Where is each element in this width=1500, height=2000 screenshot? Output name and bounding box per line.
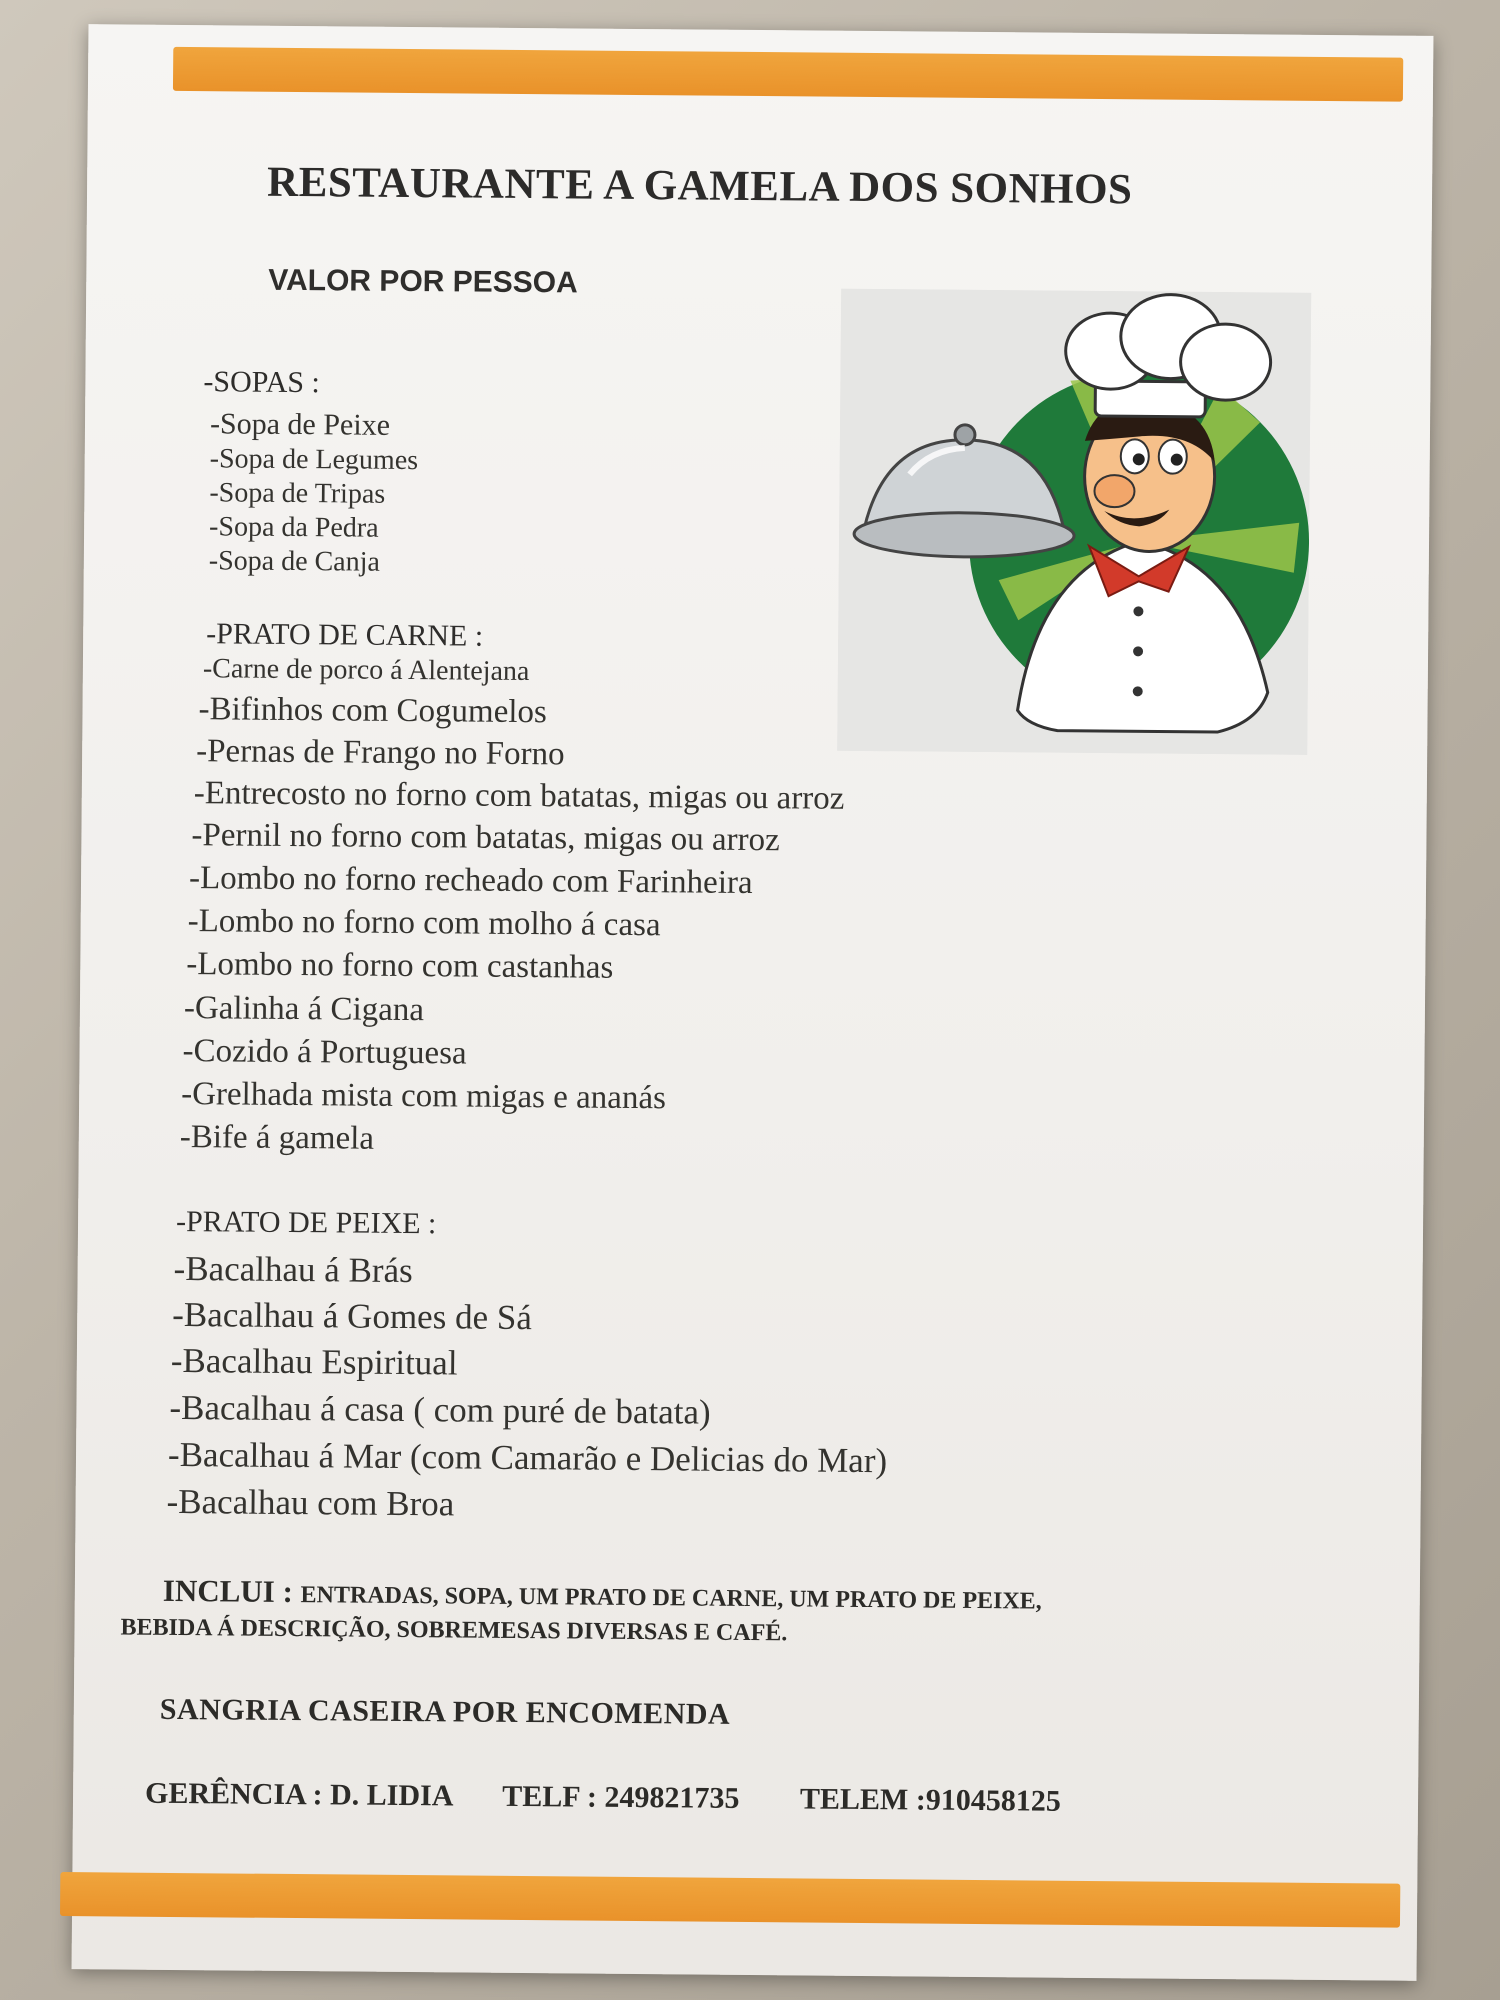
top-orange-bar <box>173 47 1403 102</box>
inclui-line <box>163 1573 1042 1617</box>
carne-item: -Carne de porco á Alentejana <box>202 653 530 688</box>
telf-number: TELF : 249821735 <box>502 1779 740 1815</box>
menu-sheet <box>72 24 1434 1981</box>
sopas-item: -Sopa de Peixe <box>209 407 391 442</box>
peixe-item: -Bacalhau á casa ( com puré de batata) <box>169 1387 711 1432</box>
sopas-item: -Sopa da Pedra <box>208 511 379 544</box>
peixe-item: -Bacalhau á Mar (com Camarão e Delicias do Mar) <box>167 1434 888 1481</box>
carne-item: -Galinha á Cigana <box>183 990 425 1029</box>
telem-number: TELEM :910458125 <box>799 1782 1061 1818</box>
peixe-item: -Bacalhau com Broa <box>166 1481 455 1524</box>
sopas-item: -Sopa de Tripas <box>209 477 386 510</box>
peixe-item: -Bacalhau Espiritual <box>170 1340 458 1383</box>
inclui-label: INCLUI : <box>162 1572 294 1610</box>
inclui-text: ENTRADAS, SOPA, UM PRATO DE CARNE, UM PRATO DE PEIXE, <box>300 1582 1042 1615</box>
contact-line <box>145 1777 1061 1819</box>
carne-item: -Pernil no forno com batatas, migas ou arroz <box>191 817 780 859</box>
carne-item: -Bifinhos com Cogumelos <box>198 691 548 731</box>
restaurant-title: RESTAURANTE A GAMELA DOS SONHOS <box>266 158 1133 214</box>
sangria-note: SANGRIA CASEIRA POR ENCOMENDA <box>159 1692 731 1731</box>
carne-heading: -PRATO DE CARNE : <box>206 617 484 653</box>
bottom-orange-bar <box>60 1872 1400 1928</box>
sopas-item: -Sopa de Legumes <box>209 443 419 477</box>
inclui-text-continued: BEBIDA Á DESCRIÇÃO, SOBREMESAS DIVERSAS E CAFÉ. <box>120 1614 788 1647</box>
peixe-item: -Bacalhau á Gomes de Sá <box>172 1294 533 1338</box>
carne-item: -Lombo no forno com molho á casa <box>187 903 661 944</box>
carne-item: -Lombo no forno recheado com Farinheira <box>188 860 753 901</box>
price-note: VALOR POR PESSOA <box>268 263 578 300</box>
peixe-item: -Bacalhau á Brás <box>173 1248 413 1291</box>
carne-item: -Bife á gamela <box>179 1119 375 1157</box>
gerencia-label: GERÊNCIA : D. LIDIA <box>144 1776 452 1813</box>
sopas-heading: -SOPAS : <box>203 365 321 400</box>
carne-item: -Pernas de Frango no Forno <box>196 733 565 773</box>
carne-item: -Grelhada mista com migas e ananás <box>181 1076 667 1117</box>
peixe-heading: -PRATO DE PEIXE : <box>175 1204 437 1241</box>
sopas-item: -Sopa de Canja <box>208 545 381 578</box>
carne-item: -Cozido á Portuguesa <box>182 1033 467 1072</box>
carne-item: -Lombo no forno com castanhas <box>186 946 614 986</box>
chef-illustration-icon <box>837 289 1311 755</box>
carne-item: -Entrecosto no forno com batatas, migas ou arroz <box>193 775 845 817</box>
